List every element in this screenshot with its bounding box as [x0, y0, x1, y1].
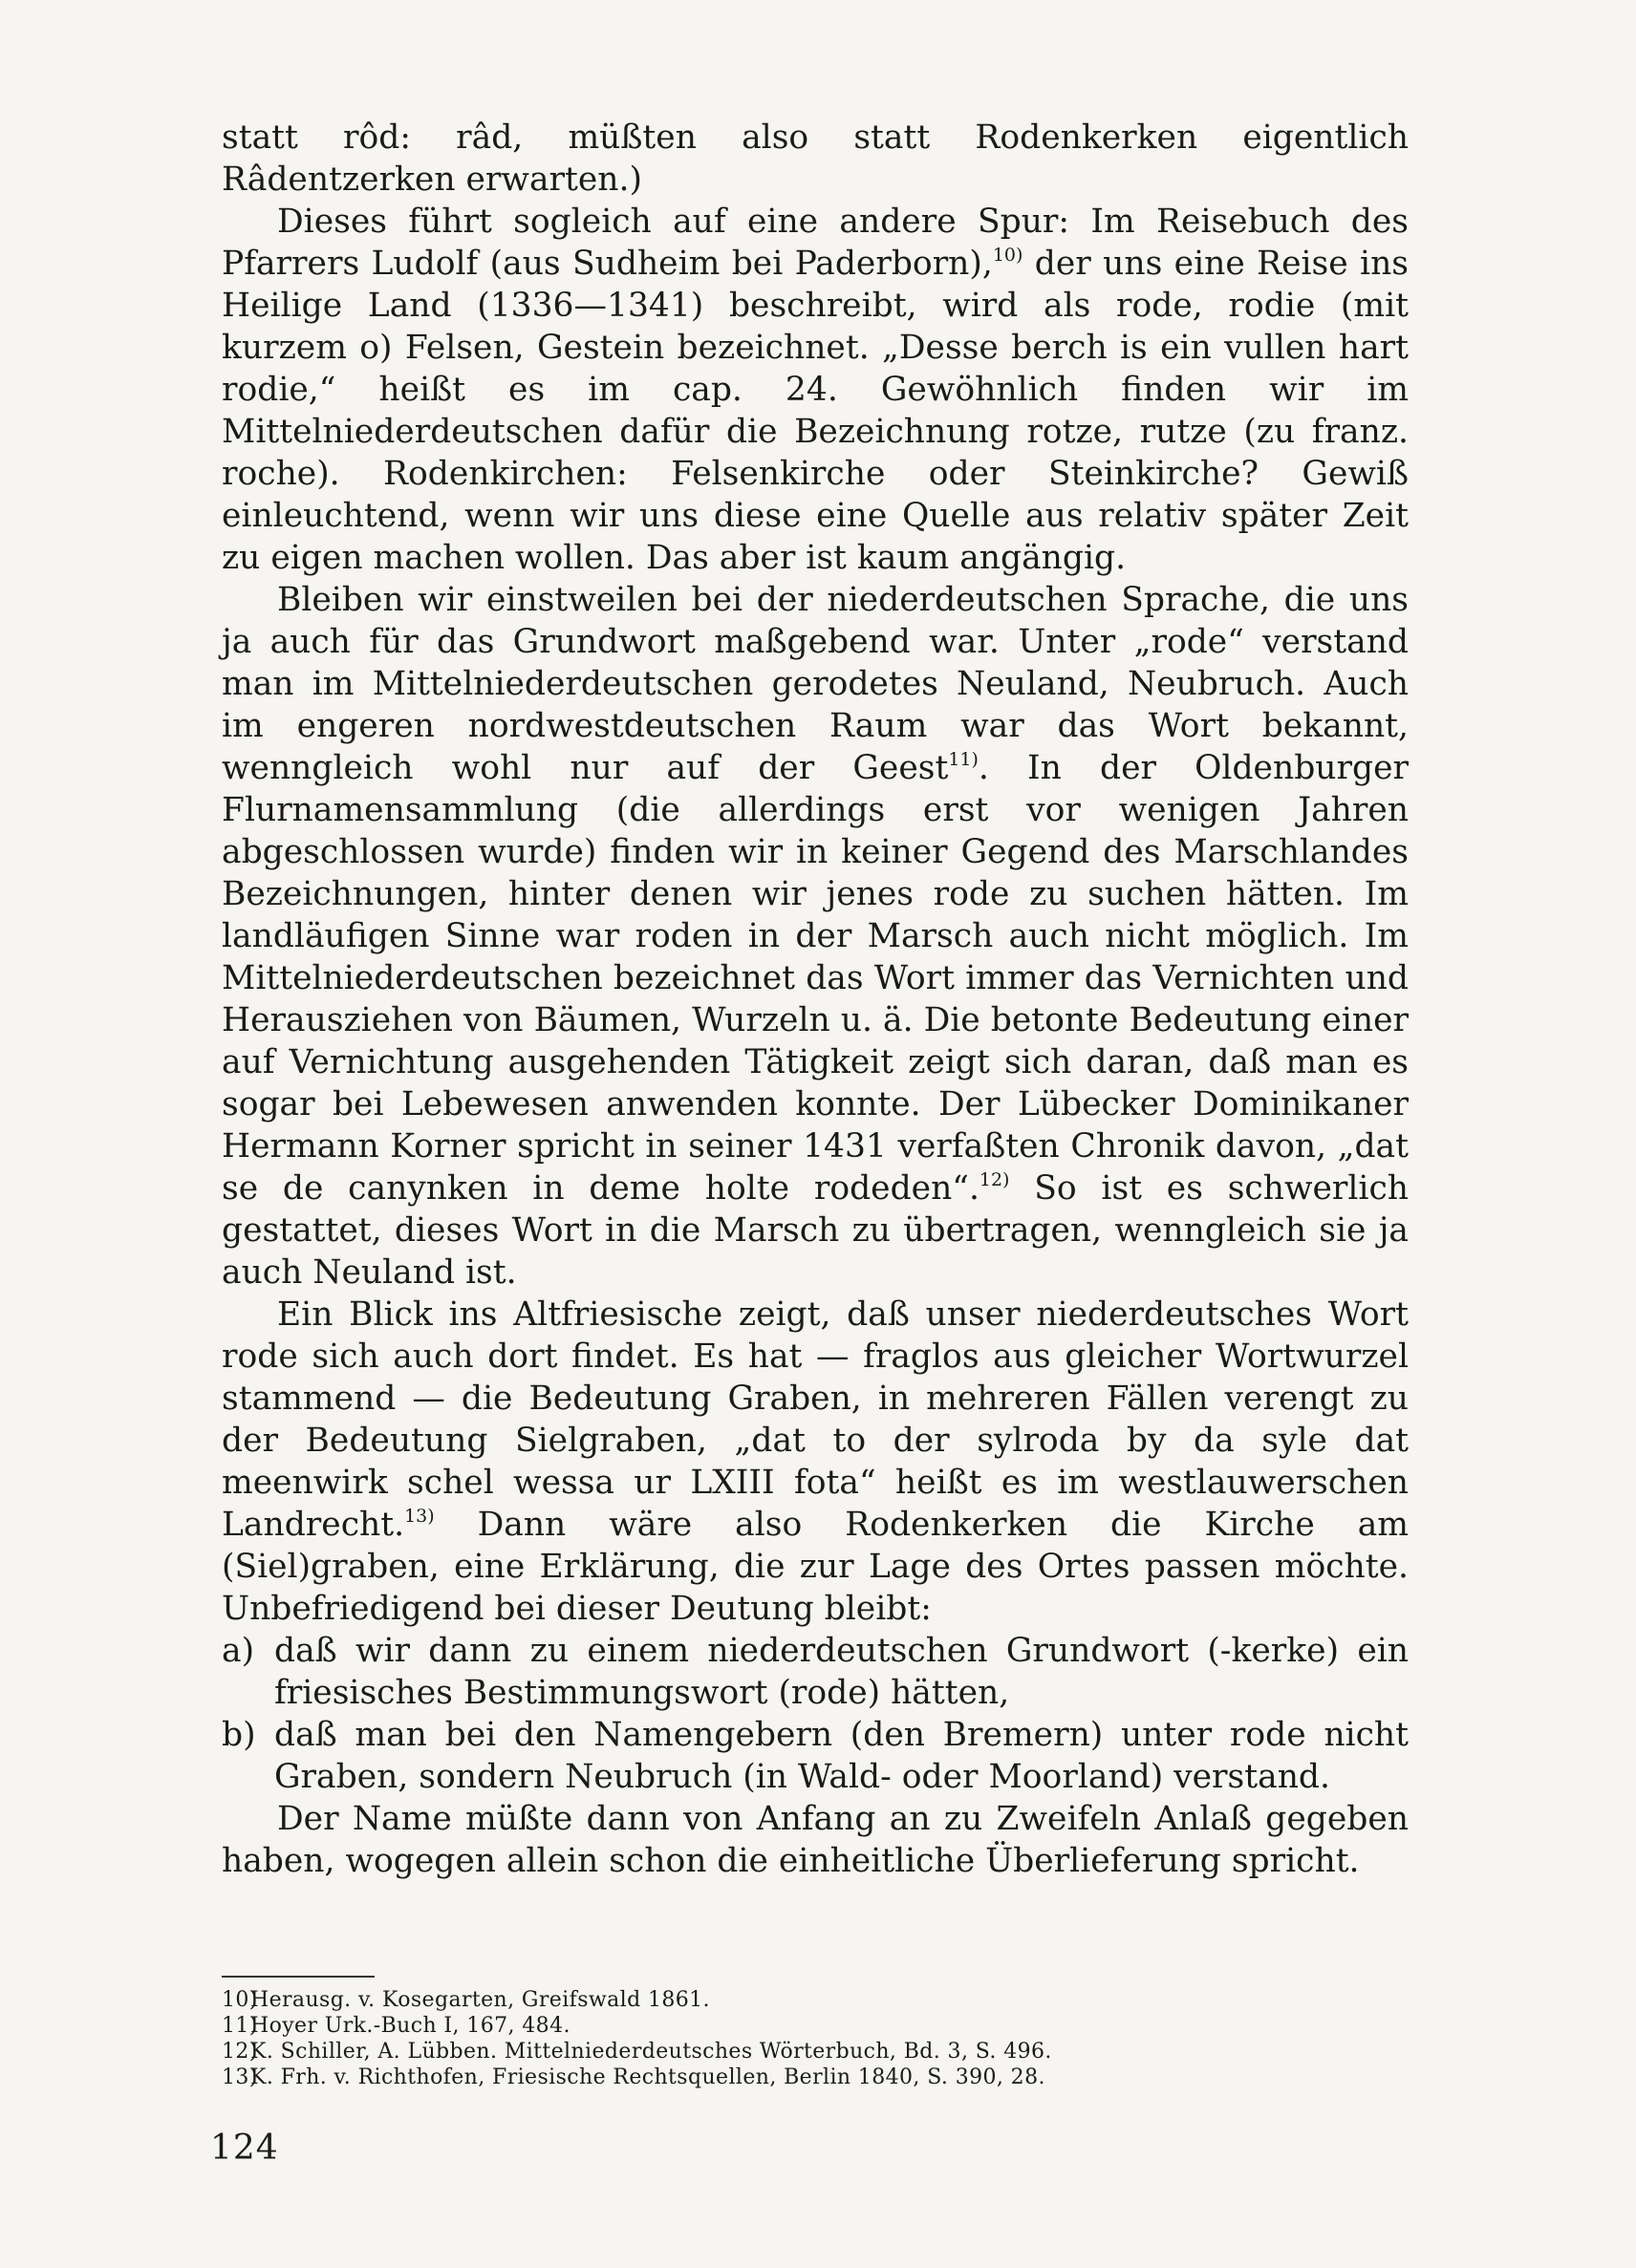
footnote: 13) K. Frh. v. Richthofen, Friesische Rechtsquellen, Berlin 1840, S. 390, 28. [222, 2065, 1045, 2089]
footnote-ref: 11) [948, 748, 979, 770]
footnote-ref: 10) [992, 244, 1023, 266]
list-marker: b) [222, 1716, 256, 1754]
paragraph: Dieses führt sogleich auf eine andere Spur: Im Reisebuch des Pfarrers Ludolf (aus Sudheim bei Paderborn),$^{10)}$ der uns eine Reise ins Heilige Land (1336—1341) beschreibt, wird als rode, rodie (mit kurzem o) Felsen, Gestein bezeichnet. „Desse berch is ein vullen hart rodie,“ heißt es im cap. 24. Gewöhnlich finden wir im Mittelniederdeutschen dafür die Bezeichnung rotze, rutze (zu franz. roche). Rodenkirchen: Felsenkirche oder Steinkirche? Gewiß einleuchtend, wenn wir uns diese eine Quelle aus relativ später Zeit zu eigen machen wollen. Das aber ist kaum angängig. [222, 203, 1409, 577]
paragraph: Ein Blick ins Altfriesische zeigt, daß unser niederdeutsches Wort rode sich auch dort findet. Es hat — fraglos aus gleicher Wortwurzel stammend — die Bedeutung Graben, in mehreren Fällen verengt zu der Bedeutung Sielgraben, „dat to der sylroda by da syle dat meenwirk schel wessa ur LXIII fota“ heißt es im westlauwerschen Landrecht.$^{13)}$ Dann wäre also Rodenkerken die Kirche am (Siel)graben, eine Erklärung, die zur Lage des Ortes passen möchte. Unbefriedigend bei dieser Deutung bleibt: [222, 1295, 1409, 1628]
footnote: 10) Herausg. v. Kosegarten, Greifswald 1861. [222, 1988, 710, 2012]
paragraph: Bleiben wir einstweilen bei der niederdeutschen Sprache, die uns ja auch für das Grundwort maßgebend war. Unter „rode“ verstand man im Mittelniederdeutschen gerodetes Neuland, Neubruch. Auch im engeren nordwestdeutschen Raum war das Wort bekannt, wenngleich wohl nur auf der Geest$^{11)}$. In der Oldenburger Flurnamensammlung (die allerdings erst vor wenigen Jahren abgeschlossen wurde) finden wir in keiner Gegend des Marschlandes Bezeichnungen, hinter denen wir jenes rode zu suchen hätten. Im landläufigen Sinne war roden in der Marsch auch nicht möglich. Im Mittelniederdeutschen bezeichnet das Wort immer das Vernichten und Herausziehen von Bäumen, Wurzeln u. ä. Die betonte Bedeutung einer auf Vernichtung ausgehenden Tätigkeit zeigt sich daran, daß man es sogar bei Lebewesen anwenden konnte. Der Lübecker Dominikaner Hermann Korner spricht in seiner 1431 verfaßten Chronik davon, „dat se de canynken in deme holte rodeden“.$^{12)}$ So ist es schwerlich gestattet, dieses Wort in die Marsch zu übertragen, wenngleich sie ja auch Neuland ist. [222, 581, 1409, 1292]
footnote: 11) Hoyer Urk.-Buch I, 167, 484. [222, 2014, 570, 2038]
list-item: b) daß man bei den Namengebern (den Bremern) unter rode nicht Graben, sondern Neubruch (in Wald- oder Moorland) verstand. [222, 1716, 1409, 1796]
footnote-divider [222, 1976, 375, 1978]
main-text [222, 117, 1409, 1882]
paragraph: Der Name müßte dann von Anfang an zu Zweifeln Anlaß gegeben haben, wogegen allein schon die einheitliche Überlieferung spricht. [222, 1800, 1409, 1880]
footnote: 12) K. Schiller, A. Lübben. Mittelniederdeutsches Wörterbuch, Bd. 3, S. 496. [222, 2040, 1052, 2064]
footnotes [222, 1987, 1409, 2090]
footnote-ref: 12) [979, 1168, 1010, 1190]
list-item: a) daß wir dann zu einem niederdeutschen Grundwort (-kerke) ein friesisches Bestimmungswort (rode) hätten, [222, 1632, 1409, 1712]
list-marker: a) [222, 1632, 255, 1670]
footnote-ref: 13) [404, 1505, 435, 1527]
page-number: 124 [210, 2129, 279, 2168]
enumerated-list [222, 1630, 1409, 1798]
paragraph: statt rôd: râd, müßten also statt Rodenkerken eigentlich Râdentzerken erwarten.) [222, 118, 1409, 199]
